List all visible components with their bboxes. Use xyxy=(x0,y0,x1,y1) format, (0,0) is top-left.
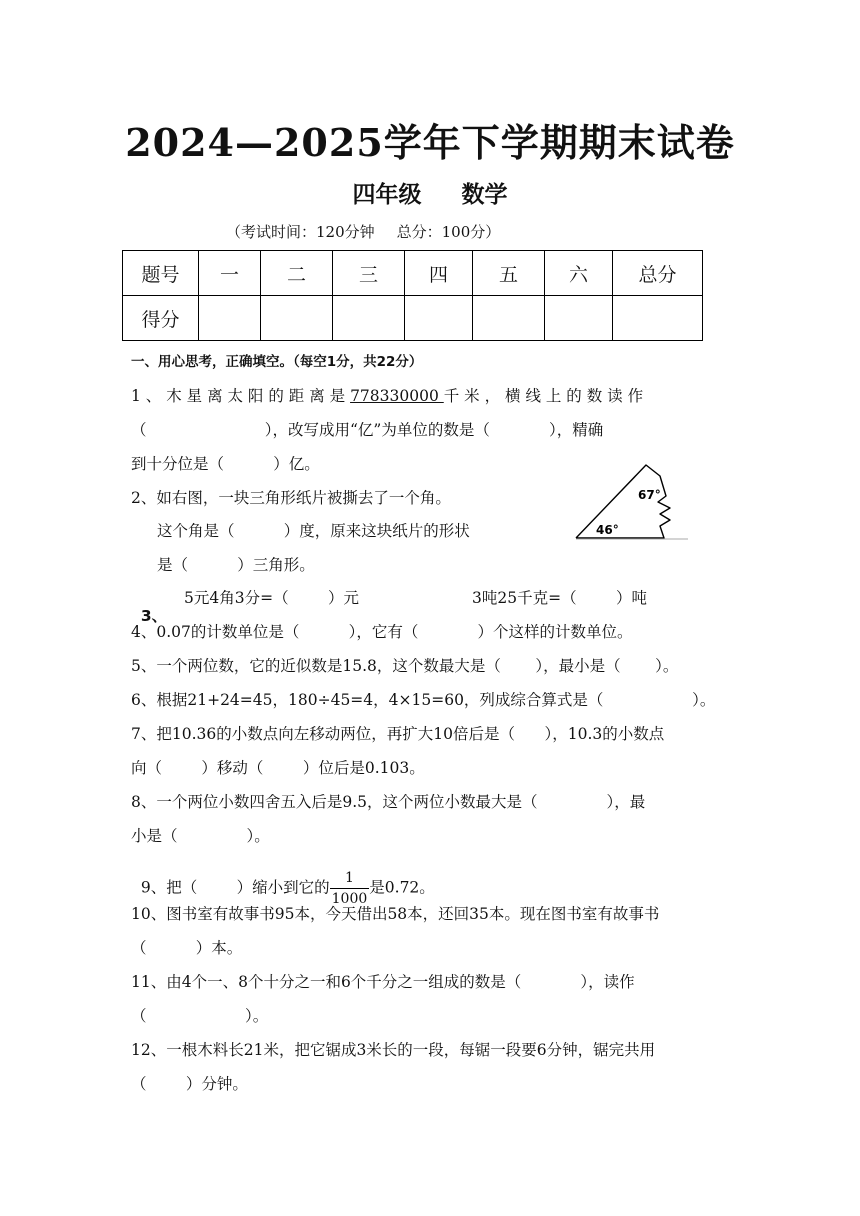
q9-line xyxy=(131,850,435,909)
q3-part-a: 5元4角3分=（ ）元 xyxy=(184,589,359,607)
exam-time: （考试时间：120分钟 xyxy=(226,223,375,241)
score-input-cell[interactable] xyxy=(473,296,545,341)
score-header-cell: 题号 xyxy=(123,251,199,296)
angle-46-label: 46° xyxy=(596,523,619,537)
score-header-cell: 三 xyxy=(333,251,405,296)
q9-text-a: 9、把（ ）缩小到它的 xyxy=(140,878,330,897)
q10-line-2: （ ）本。 xyxy=(131,939,243,957)
q8-line-2: 小是（ ）。 xyxy=(131,827,270,845)
q9-numerator: 1 xyxy=(330,868,370,889)
q1-line-1 xyxy=(131,384,643,406)
q7-line-1: 7、把10.36的小数点向左移动两位，再扩大10倍后是（ ），10.3的小数点 xyxy=(131,725,665,743)
score-header-cell: 五 xyxy=(473,251,545,296)
q1-text-b: 千 米 ， 横 线 上 的 数 读 作 xyxy=(443,387,644,405)
score-input-cell[interactable] xyxy=(333,296,405,341)
score-input-cell[interactable] xyxy=(261,296,333,341)
q12-line-2: （ ）分钟。 xyxy=(131,1075,248,1093)
score-header-cell: 总分 xyxy=(613,251,703,296)
score-header-cell: 一 xyxy=(199,251,261,296)
score-table xyxy=(122,250,703,341)
q1-line-2: （ ），改写成用“亿”为单位的数是（ ），精确 xyxy=(131,421,604,439)
q11-line-1: 11、由4个一、8个十分之一和6个千分之一组成的数是（ ），读作 xyxy=(131,973,635,991)
q1-number: 778330000 xyxy=(350,387,444,405)
score-header-cell: 六 xyxy=(545,251,613,296)
torn-triangle-figure xyxy=(574,462,692,542)
score-input-cell[interactable] xyxy=(199,296,261,341)
exam-title: 2024—2025学年下学期期末试卷 xyxy=(125,120,735,165)
exam-subtitle xyxy=(0,176,860,209)
q2-line-3: 是（ ）三角形。 xyxy=(157,556,315,574)
q3-number: 3、 xyxy=(140,607,168,625)
subject-label: 数学 xyxy=(461,181,508,208)
q8-line-1: 8、一个两位小数四舍五入后是9.5，这个两位小数最大是（ ），最 xyxy=(131,793,646,811)
score-input-cell[interactable] xyxy=(405,296,473,341)
score-input-cell[interactable] xyxy=(613,296,703,341)
exam-total: 总分：100分） xyxy=(396,223,501,241)
score-header-cell: 四 xyxy=(405,251,473,296)
q5-line: 5、一个两位数，它的近似数是15.8，这个数最大是（ ），最小是（ ）。 xyxy=(131,657,679,675)
q1-line-3: 到十分位是（ ）亿。 xyxy=(131,455,320,473)
q7-line-2: 向（ ）移动（ ）位后是0.103。 xyxy=(131,759,425,777)
q3-part-b: 3吨25千克=（ ）吨 xyxy=(472,589,647,607)
angle-67-label: 67° xyxy=(638,488,661,502)
score-table-header-row xyxy=(123,251,703,296)
q4-line: 4、0.07的计数单位是（ ），它有（ ）个这样的计数单位。 xyxy=(131,623,633,641)
score-input-cell[interactable] xyxy=(545,296,613,341)
q9-text-b: 是0.72。 xyxy=(369,878,435,897)
q11-line-2: （ ）。 xyxy=(131,1007,269,1025)
q9-denominator: 1000 xyxy=(331,891,368,907)
q2-line-1: 2、如右图，一块三角形纸片被撕去了一个角。 xyxy=(131,489,451,507)
q12-line-1: 12、一根木料长21米，把它锯成3米长的一段，每锯一段要6分钟，锯完共用 xyxy=(131,1041,656,1059)
q6-line: 6、根据21+24=45，180÷45=4，4×15=60，列成综合算式是（ ）。 xyxy=(131,691,716,709)
score-table-score-row xyxy=(123,296,703,341)
score-row-label: 得分 xyxy=(123,296,199,341)
grade-label: 四年级 xyxy=(352,181,422,208)
q10-line-1: 10、图书室有故事书95本，今天借出58本，还回35本。现在图书室有故事书 xyxy=(131,905,660,923)
score-header-cell: 二 xyxy=(261,251,333,296)
exam-info xyxy=(226,221,500,242)
q2-line-2: 这个角是（ ）度，原来这块纸片的形状 xyxy=(157,522,470,540)
q1-text-a: 1 、 木 星 离 太 阳 的 距 离 是 xyxy=(131,387,351,405)
section-1-heading: 一、用心思考，正确填空。（每空1分，共22分） xyxy=(131,354,423,370)
